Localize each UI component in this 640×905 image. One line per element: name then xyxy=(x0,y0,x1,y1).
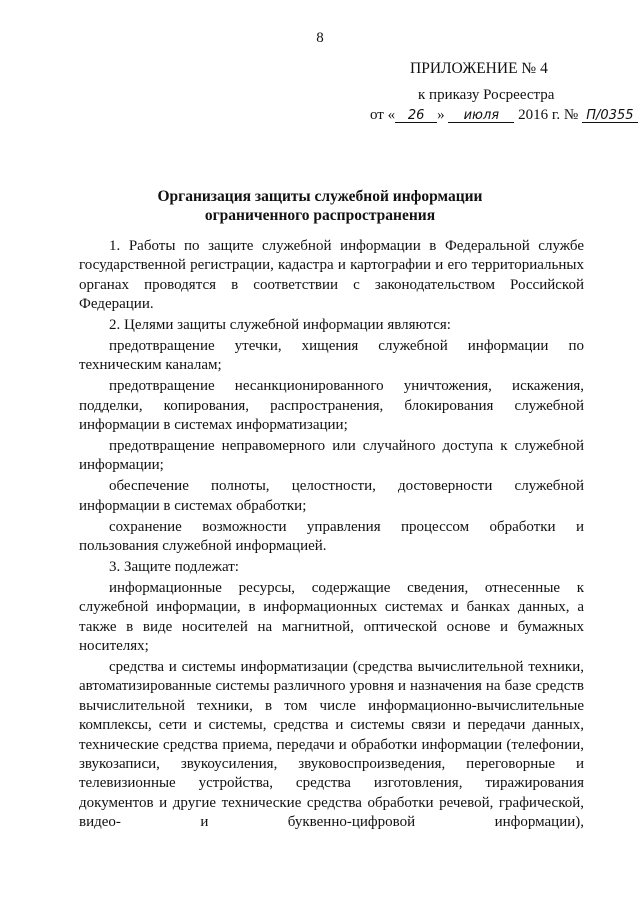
paragraph-9: информационные ресурсы, содержащие сведения, отнесенные к служебной информации, в информационных системах и банках данных, а также в виде носителей на магнитной, оптической основе и бумажных носителях; xyxy=(79,579,584,655)
paragraph-1: 1. Работы по защите служебной информации в Федеральной службе государственной регистрации, кадастра и картографии и его территориальных органах проводятся в соответствии с законодательством Российской Федерации. xyxy=(79,238,584,313)
order-year-label: 2016 г. № xyxy=(518,107,579,123)
paragraph-2: 2. Целями защиты служебной информации являются: xyxy=(109,317,451,334)
order-day-handwritten: 26 xyxy=(395,109,437,123)
order-month-handwritten: июля xyxy=(448,109,514,123)
annex-heading: ПРИЛОЖЕНИЕ № 4 xyxy=(410,60,548,77)
order-close-quote: » xyxy=(437,107,445,123)
paragraph-7: сохранение возможности управления процессом обработки и пользования служебной информацией. xyxy=(79,518,584,555)
order-reference: к приказу Росреестра xyxy=(418,87,555,103)
order-date-line xyxy=(370,107,638,124)
page-number: 8 xyxy=(316,30,324,46)
document-title xyxy=(0,187,640,225)
order-number-handwritten: П/0355 xyxy=(582,109,638,123)
title-line-2: ограниченного распространения xyxy=(204,207,436,224)
title-line-1: Организация защиты служебной информации xyxy=(157,188,483,205)
paragraph-8: 3. Защите подлежат: xyxy=(109,559,239,575)
paragraph-4: предотвращение несанкционированного уничтожения, искажения, подделки, копирования, распространения, блокирования служебной информации в системах информатизации; xyxy=(79,378,584,434)
paragraph-10: средства и системы информатизации (средства вычислительной техники, автоматизированные системы различного уровня и назначения на базе средств вычислительной техники, в том числе информационно-вычислительные комплексы, сети и системы, средства и системы связи и передачи данных, технические средства приема, передачи и обработки информации (телефонии, звукозаписи, звукоусиления, звуковоспроизведения, переговорные и телевизионные устройства, средства изготовления, тиражирования документов и другие технические средства обработки речевой, графической, видео- и буквенно-цифровой информации), xyxy=(79,659,584,831)
paragraph-3: предотвращение утечки, хищения служебной информации по техническим каналам; xyxy=(79,338,584,374)
paragraph-6: обеспечение полноты, целостности, достоверности служебной информации в системах обработки; xyxy=(79,478,584,514)
document-body xyxy=(79,237,584,834)
order-from-label: от « xyxy=(370,107,396,123)
paragraph-5: предотвращение неправомерного или случайного доступа к служебной информации; xyxy=(79,438,584,474)
